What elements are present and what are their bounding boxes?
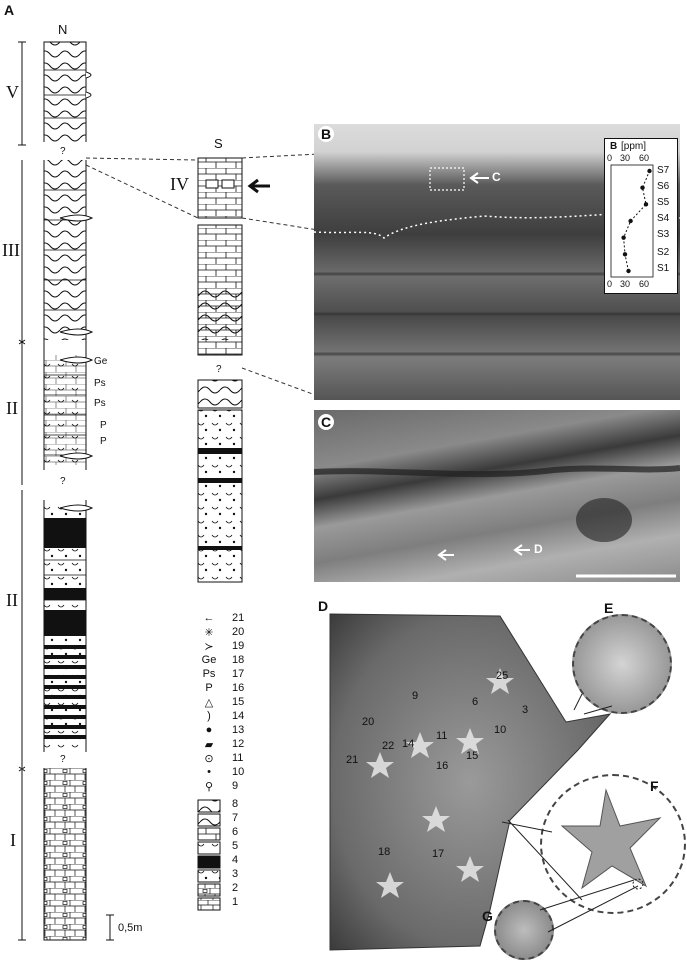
bivalve-arc-icon: ) [207, 710, 211, 722]
inset-point-s5 [644, 202, 648, 206]
unknown-mark-s: ? [216, 364, 222, 375]
legend-num: 18 [232, 654, 245, 666]
panel-label-g: G [482, 908, 493, 924]
starfish-f-icon [542, 776, 684, 912]
sample-s7: S7 [657, 165, 670, 176]
slab-number: 3 [522, 704, 529, 716]
legend-num: 11 [232, 752, 244, 764]
slab-number: 22 [382, 740, 395, 752]
parallelogram-icon: ▰ [204, 739, 214, 751]
sample-s5: S5 [657, 197, 670, 208]
fossil-label-ps-1: Ps [94, 378, 106, 389]
unknown-mark-n2: ? [60, 476, 66, 487]
legend-text-ps: Ps [202, 668, 216, 680]
legend-num: 13 [232, 724, 245, 736]
slab-number: 21 [346, 754, 359, 766]
unit-brackets-n [18, 42, 26, 940]
inset-point-s2 [623, 252, 627, 256]
fossil-label-ge: Ge [94, 356, 108, 367]
inset-circle-g [494, 900, 554, 960]
small-dot-icon: • [207, 766, 211, 778]
legend-num: 17 [232, 668, 245, 680]
trace-fork-icon: ≻ [204, 641, 214, 653]
inset-title: B [610, 141, 618, 152]
panel-label-c: C [318, 414, 334, 430]
legend-num: 5 [232, 840, 239, 852]
scale-bar-05m [106, 915, 114, 940]
unit-label-ii-lower: II [6, 590, 18, 610]
legend-num: 9 [232, 780, 239, 792]
legend-text-ge: Ge [201, 654, 217, 666]
slab-number: 11 [436, 730, 448, 742]
inset-point-s7 [647, 169, 651, 173]
slab-number: 6 [472, 696, 479, 708]
legend-num: 14 [232, 710, 245, 722]
sample-s4: S4 [657, 213, 670, 224]
large-dot-icon: ● [205, 724, 213, 736]
inset-circle-e [572, 614, 672, 714]
legend-num: 8 [232, 798, 239, 810]
scale-bar-label: 0,5m [118, 922, 143, 934]
top-tick-60: 60 [639, 153, 650, 163]
slab-number: 10 [494, 724, 507, 736]
top-tick-30: 30 [620, 153, 631, 163]
legend-num: 1 [232, 896, 239, 908]
slab-number: 20 [362, 716, 375, 728]
slab-number: 15 [466, 750, 479, 762]
legend-num: 20 [232, 626, 245, 638]
gastropod-icon: △ [204, 697, 214, 709]
callout-c: C [492, 170, 501, 184]
legend-num: 10 [232, 766, 245, 778]
panel-label-b: B [318, 126, 334, 142]
unit-label-v: V [6, 82, 19, 102]
fossil-label-ps-2: Ps [94, 398, 106, 409]
fossil-label-p-1: P [100, 420, 107, 431]
legend-num: 15 [232, 696, 245, 708]
slab-number: 14 [402, 738, 415, 750]
legend-num: 4 [232, 854, 239, 866]
legend-text-p: P [205, 682, 213, 694]
inset-chart-b [604, 138, 678, 294]
legend-num: 7 [232, 812, 239, 824]
slab-number: 9 [412, 690, 419, 702]
legend-num: 16 [232, 682, 245, 694]
section-s-title: S [214, 136, 223, 151]
photo-closeup [314, 410, 680, 582]
inset-circle-f [540, 774, 686, 914]
panel-label-a: A [4, 2, 15, 18]
sample-s6: S6 [657, 181, 670, 192]
bottom-tick-0: 0 [607, 279, 613, 289]
bone-icon: ⚲ [204, 781, 214, 793]
top-tick-0: 0 [607, 153, 613, 163]
sample-s2: S2 [657, 247, 670, 258]
slab-number: 17 [432, 848, 445, 860]
unknown-mark-n3: ? [60, 754, 66, 765]
legend-num: 19 [232, 640, 245, 652]
legend-num: 21 [232, 612, 245, 624]
arrow-21-icon [250, 180, 270, 192]
inset-unit: [ppm] [621, 141, 647, 152]
panel-label-f: F [650, 778, 659, 794]
unknown-mark-n1: ? [60, 146, 66, 157]
arrow-left-icon: ← [203, 612, 215, 624]
section-n-column [43, 42, 92, 940]
inset-series-line [624, 171, 650, 271]
inset-point-s6 [640, 185, 644, 189]
slab-number: 16 [436, 760, 449, 772]
fossil-label-p-2: P [100, 436, 107, 447]
slab-number: 25 [496, 670, 509, 682]
asterisk-icon: ✳ [204, 627, 214, 639]
unit-label-iv: IV [170, 174, 189, 194]
section-n-title: N [58, 22, 68, 37]
photo-outcrop [314, 124, 680, 400]
legend-num: 12 [232, 738, 245, 750]
legend-num: 2 [232, 882, 239, 894]
sample-s1: S1 [657, 263, 670, 274]
unit-label-ii-upper: II [6, 398, 18, 418]
callout-d: D [534, 542, 543, 556]
bottom-tick-60: 60 [639, 279, 650, 289]
legend-swatches [198, 800, 220, 910]
slab-number: 18 [378, 846, 391, 858]
panel-label-d: D [318, 598, 329, 614]
panel-label-e: E [604, 600, 614, 616]
unit-label-iii: III [2, 240, 20, 260]
bottom-tick-30: 30 [620, 279, 631, 289]
inset-point-s3 [621, 235, 625, 239]
legend-num: 6 [232, 826, 239, 838]
legend-num: 3 [232, 868, 239, 880]
unit-label-i: I [10, 830, 16, 850]
circled-dot-icon: ⊙ [204, 753, 214, 765]
inset-point-s1 [626, 269, 630, 273]
sample-s3: S3 [657, 229, 670, 240]
closeup-overlay [314, 410, 680, 582]
inset-point-s4 [628, 219, 632, 223]
